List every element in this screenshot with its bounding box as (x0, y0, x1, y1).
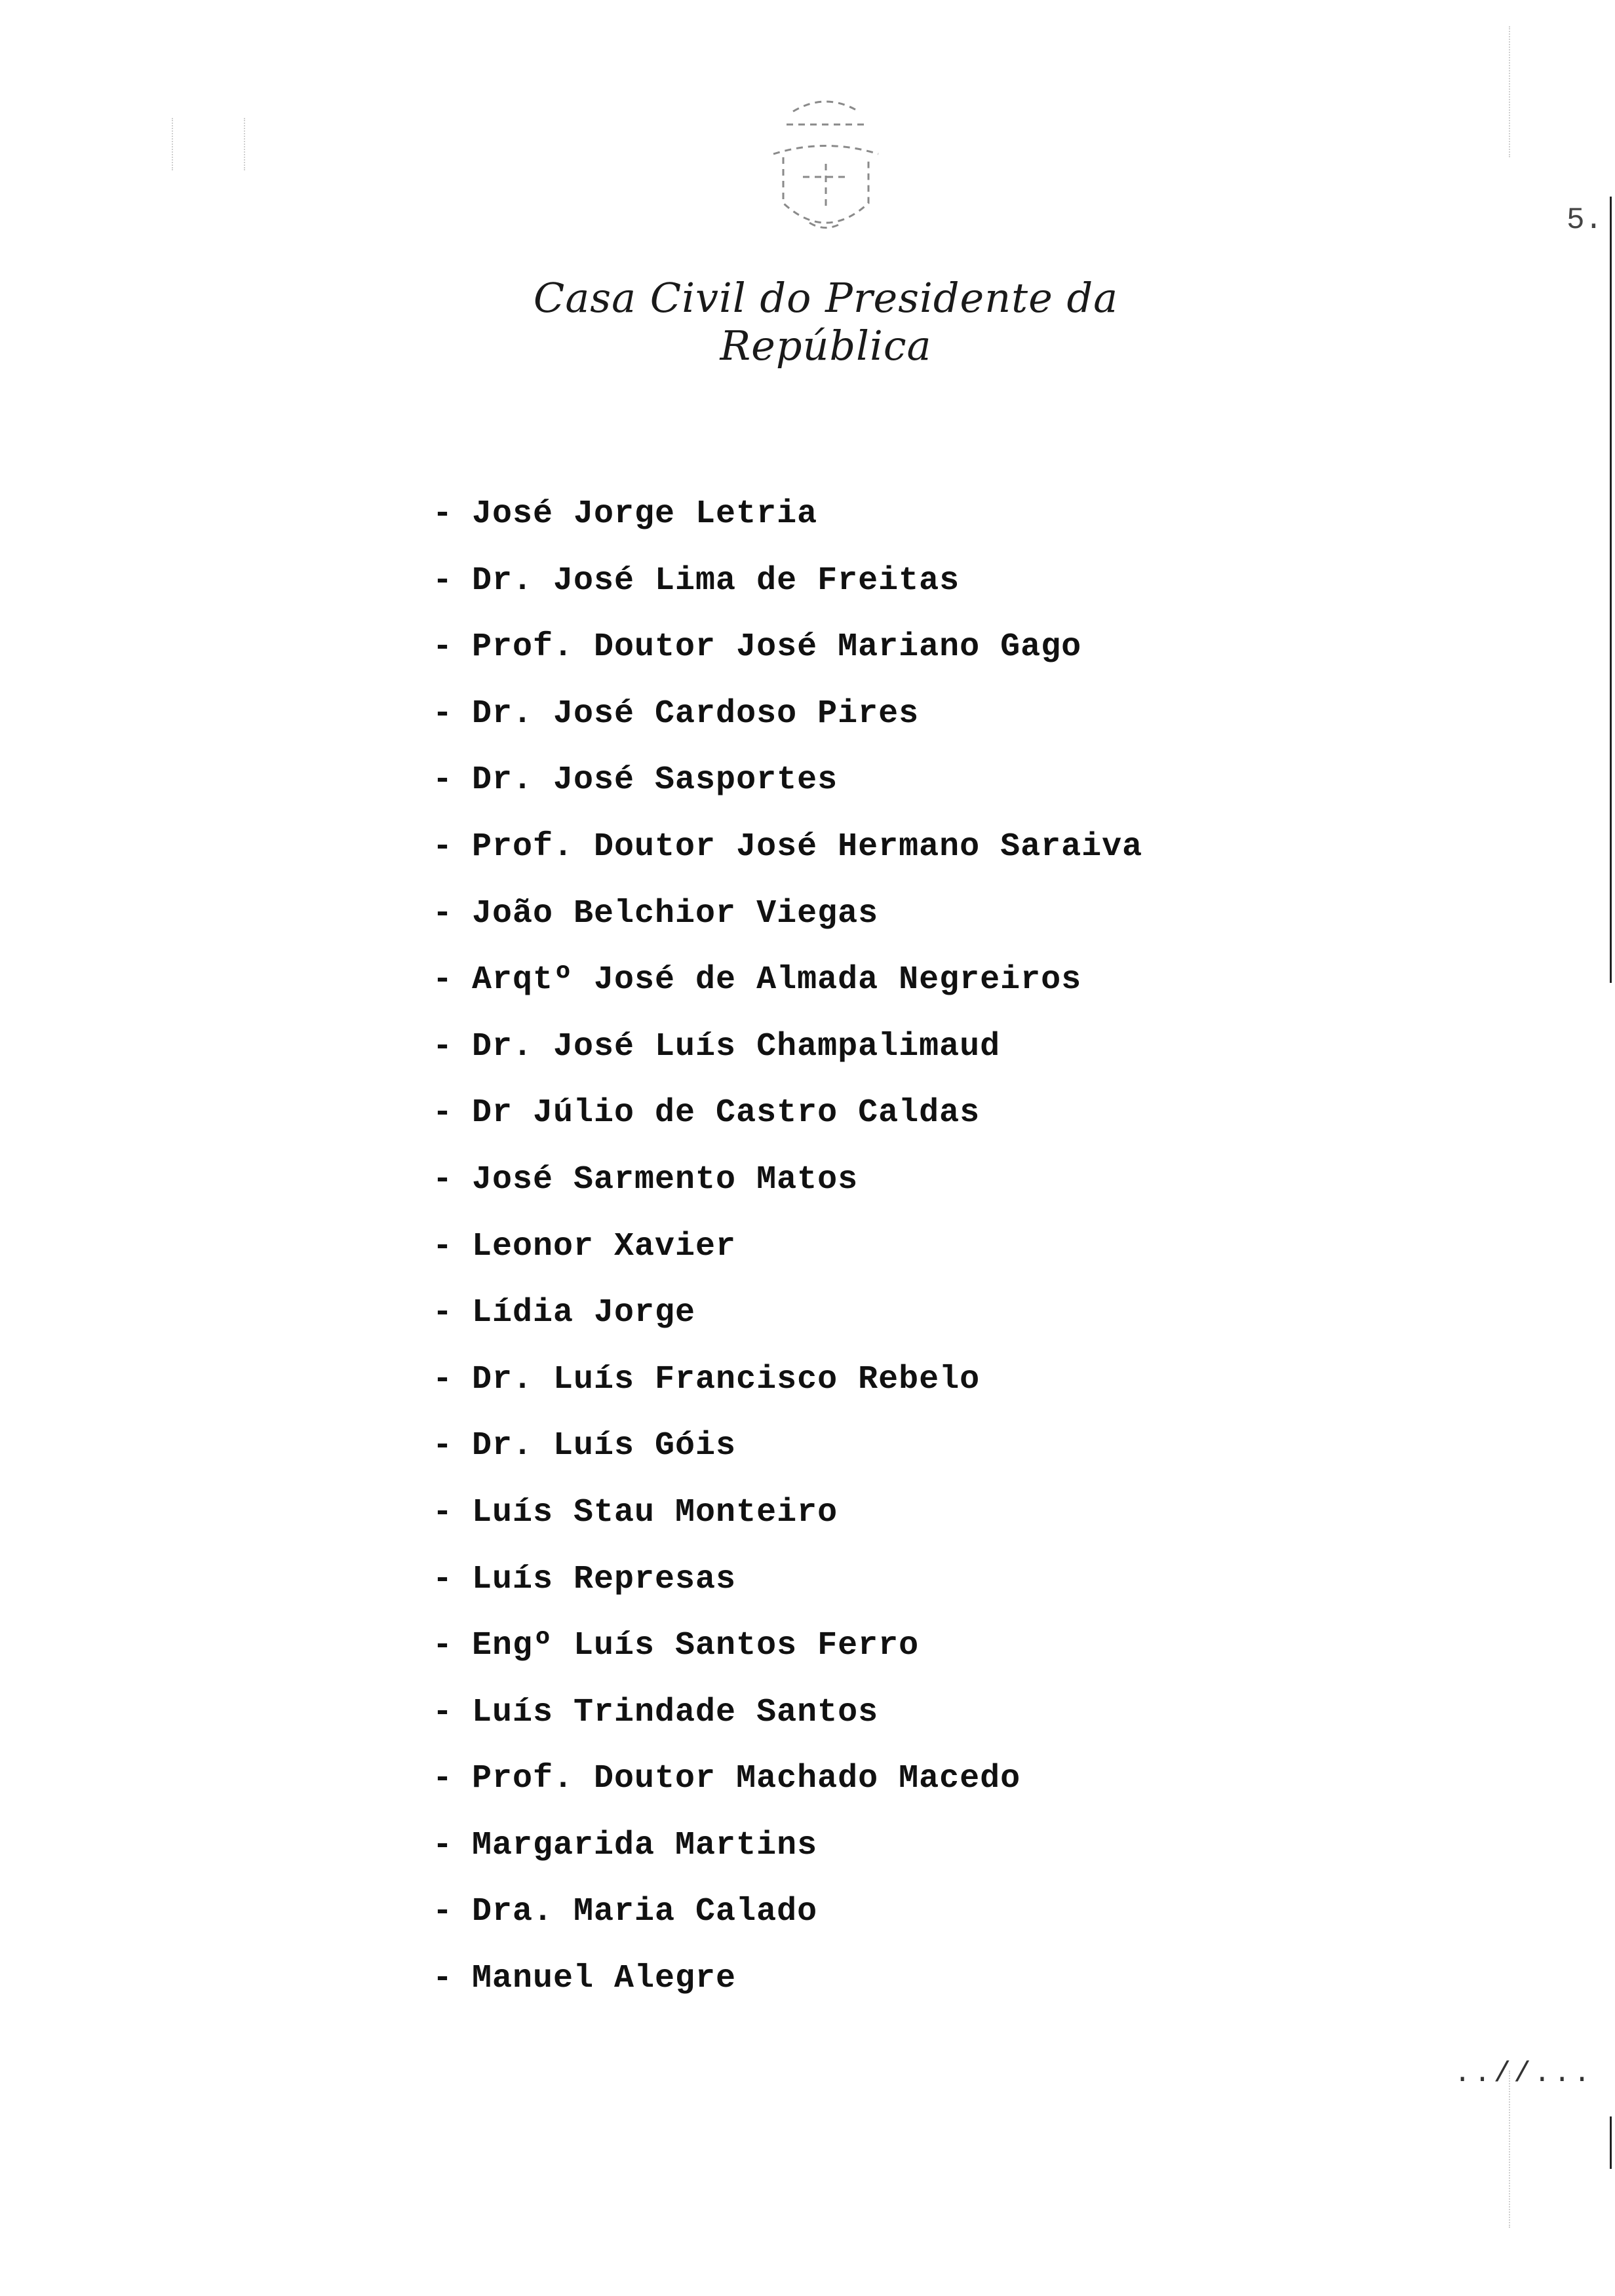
person-name: José Sarmento Matos (472, 1160, 859, 1198)
person-name: Dr. José Cardoso Pires (472, 695, 920, 733)
dash-bullet: - (433, 1693, 454, 1731)
dash-bullet: - (433, 1893, 454, 1931)
dash-bullet: - (433, 1294, 454, 1332)
dash-bullet: - (433, 1227, 454, 1265)
list-item (433, 1357, 1142, 1424)
person-name: Arqtº José de Almada Negreiros (472, 961, 1082, 999)
list-item (433, 1623, 1142, 1690)
dash-bullet: - (433, 961, 454, 999)
list-item (433, 1756, 1142, 1823)
dash-bullet: - (433, 761, 454, 799)
scan-artifact (1509, 26, 1510, 157)
list-item (433, 824, 1142, 891)
scan-artifact (244, 118, 245, 170)
list-item (433, 558, 1142, 625)
list-item (433, 1490, 1142, 1557)
dash-bullet: - (433, 1360, 454, 1398)
list-item (433, 1024, 1142, 1091)
names-list (433, 491, 1142, 2023)
dash-bullet: - (433, 1560, 454, 1598)
scan-artifact (172, 118, 173, 170)
list-item (433, 1090, 1142, 1157)
page-number: 5. (1566, 203, 1603, 237)
list-item (433, 1224, 1142, 1291)
dash-bullet: - (433, 828, 454, 866)
dash-bullet: - (433, 695, 454, 733)
list-item (433, 624, 1142, 691)
person-name: Prof. Doutor José Hermano Saraiva (472, 828, 1143, 866)
person-name: Luís Represas (472, 1560, 737, 1598)
list-item (433, 1823, 1142, 1890)
list-item (433, 1889, 1142, 1956)
list-item (433, 1423, 1142, 1490)
person-name: Engº Luís Santos Ferro (472, 1627, 920, 1665)
person-name: José Jorge Letria (472, 495, 818, 533)
dash-bullet: - (433, 1960, 454, 1998)
person-name: Lídia Jorge (472, 1294, 696, 1332)
person-name: Dr. José Luís Champalimaud (472, 1027, 1001, 1065)
person-name: João Belchior Viegas (472, 894, 879, 932)
person-name: Dr Júlio de Castro Caldas (472, 1094, 981, 1132)
dash-bullet: - (433, 1826, 454, 1864)
coat-of-arms-icon (747, 92, 905, 249)
list-item (433, 1956, 1142, 2023)
person-name: Leonor Xavier (472, 1227, 737, 1265)
list-item (433, 957, 1142, 1024)
continuation-mark: ..//... (1454, 2057, 1593, 2090)
person-name: Dr. José Sasportes (472, 761, 838, 799)
person-name: Dr. Luís Góis (472, 1427, 737, 1465)
scan-edge-bar (1610, 197, 1612, 983)
person-name: Prof. Doutor José Mariano Gago (472, 628, 1082, 666)
dash-bullet: - (433, 1760, 454, 1798)
person-name: Dra. Maria Calado (472, 1893, 818, 1931)
dash-bullet: - (433, 495, 454, 533)
list-item (433, 1157, 1142, 1224)
person-name: Luís Trindade Santos (472, 1693, 879, 1731)
person-name: Dr. Luís Francisco Rebelo (472, 1360, 981, 1398)
list-item (433, 757, 1142, 824)
person-name: Prof. Doutor Machado Macedo (472, 1760, 1021, 1798)
list-item (433, 691, 1142, 758)
header-title: Casa Civil do Presidente da República (533, 274, 1119, 370)
person-name: Manuel Alegre (472, 1960, 737, 1998)
person-name: Margarida Martins (472, 1826, 818, 1864)
dash-bullet: - (433, 1493, 454, 1531)
dash-bullet: - (433, 562, 454, 600)
scan-artifact (1509, 2071, 1510, 2228)
list-item (433, 1690, 1142, 1757)
list-item (433, 891, 1142, 958)
dash-bullet: - (433, 1627, 454, 1665)
list-item (433, 1557, 1142, 1624)
list-item (433, 491, 1142, 558)
dash-bullet: - (433, 1427, 454, 1465)
person-name: Luís Stau Monteiro (472, 1493, 838, 1531)
scan-edge-bar (1610, 2116, 1612, 2169)
person-name: Dr. José Lima de Freitas (472, 562, 960, 600)
dash-bullet: - (433, 1027, 454, 1065)
dash-bullet: - (433, 1094, 454, 1132)
dash-bullet: - (433, 894, 454, 932)
dash-bullet: - (433, 628, 454, 666)
list-item (433, 1290, 1142, 1357)
dash-bullet: - (433, 1160, 454, 1198)
